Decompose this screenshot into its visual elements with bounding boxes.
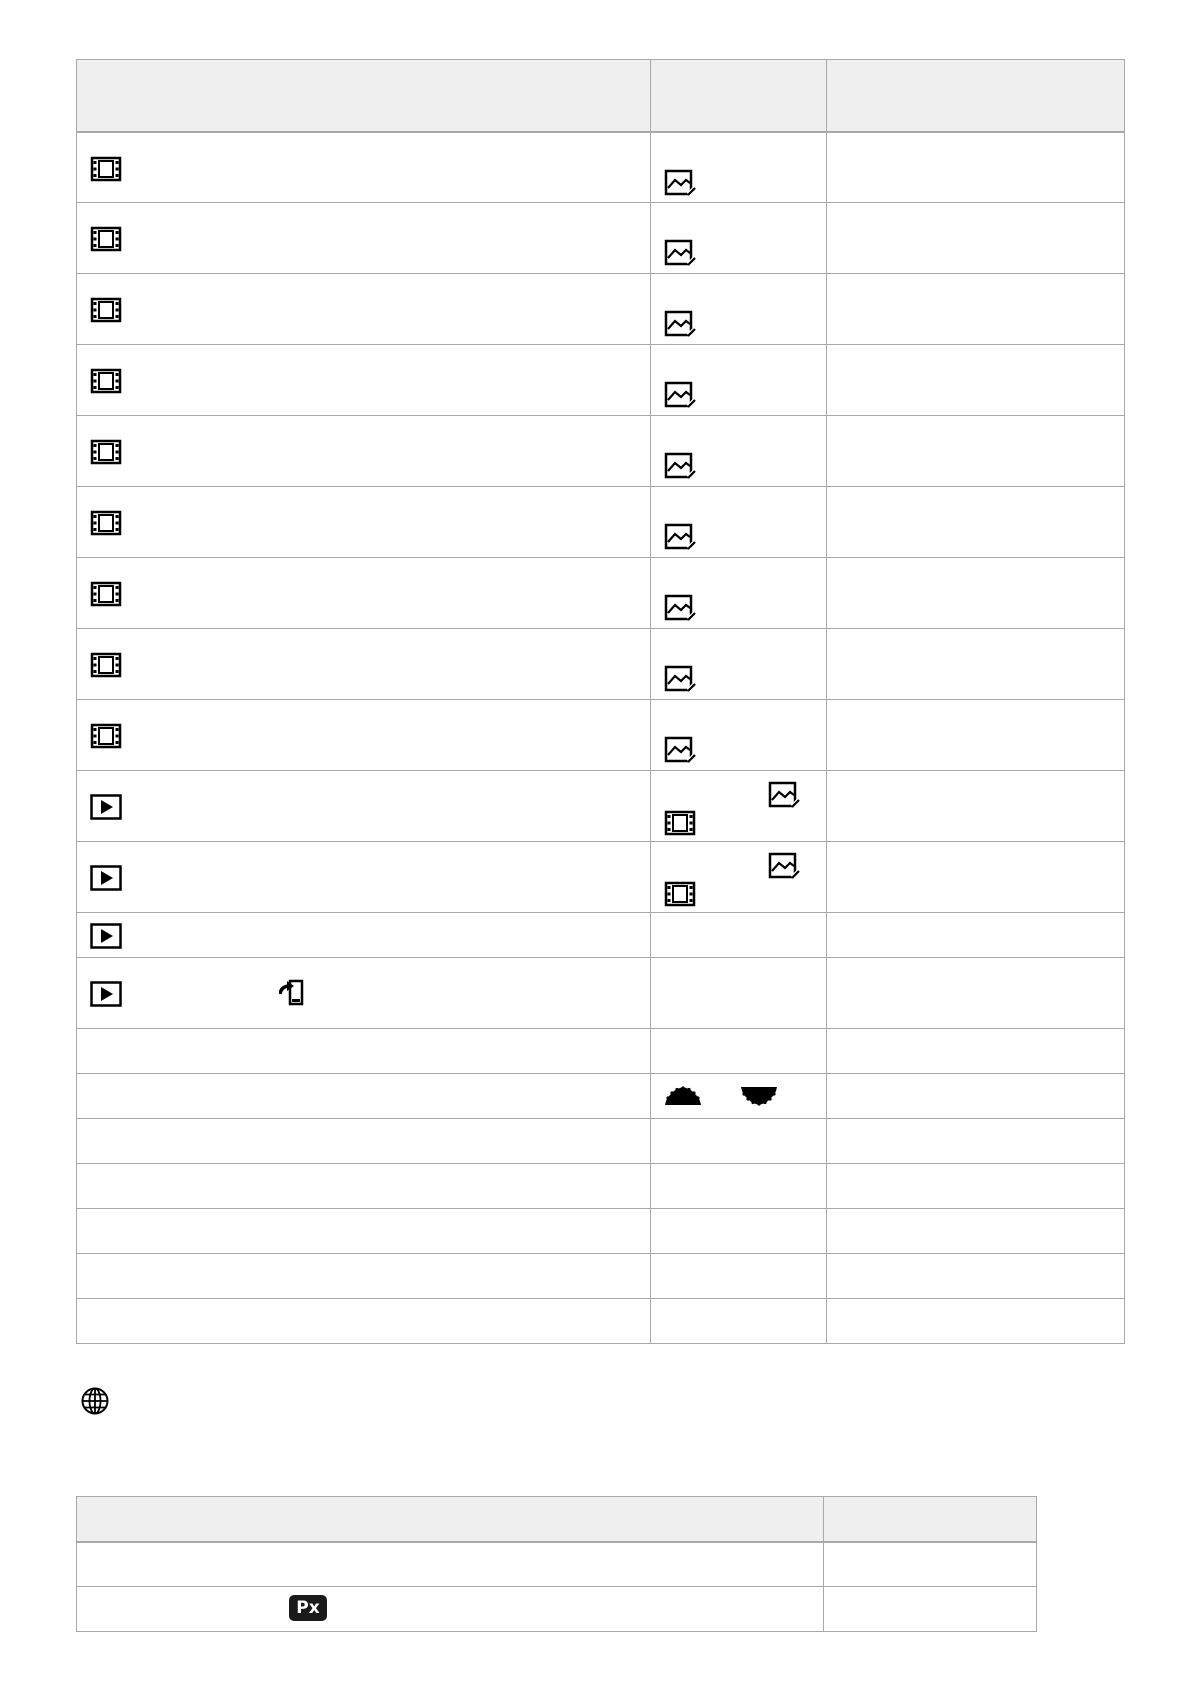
table-row (77, 958, 1125, 1029)
movie-film-icon (90, 652, 122, 678)
playback-icon (90, 981, 122, 1007)
table-row (77, 1299, 1125, 1344)
front-dial-icon (664, 1086, 702, 1106)
table-cell (827, 1029, 1125, 1074)
settings-table (76, 59, 1125, 1344)
table-cell (651, 1164, 827, 1209)
table-row (77, 1029, 1125, 1074)
movie-film-icon (90, 156, 122, 182)
table-row (77, 416, 1125, 487)
playback-icon (90, 865, 122, 891)
table-cell (827, 1209, 1125, 1254)
table-cell (827, 558, 1125, 629)
table-row (77, 771, 1125, 842)
table-row (77, 558, 1125, 629)
movie-film-icon (90, 581, 122, 607)
table-row (77, 345, 1125, 416)
table-cell (651, 558, 827, 629)
movie-film-icon (90, 510, 122, 536)
table-cell (827, 132, 1125, 203)
table-cell (827, 203, 1125, 274)
still-image-icon (664, 523, 698, 551)
table-row (77, 700, 1125, 771)
table-cell (824, 1587, 1037, 1632)
table-cell (77, 1164, 651, 1209)
table-cell (77, 345, 651, 416)
table-cell (651, 274, 827, 345)
table-cell (827, 416, 1125, 487)
table-cell (77, 842, 651, 913)
table-row (77, 1074, 1125, 1119)
table-cell (827, 487, 1125, 558)
table-cell (651, 203, 827, 274)
table-cell (651, 345, 827, 416)
rear-dial-icon (740, 1086, 778, 1106)
table-row (77, 1119, 1125, 1164)
still-image-icon (664, 594, 698, 622)
table-cell (827, 274, 1125, 345)
table-cell (77, 700, 651, 771)
table-cell (77, 1074, 651, 1119)
table-cell (827, 700, 1125, 771)
table-cell (651, 1299, 827, 1344)
table-cell (77, 1029, 651, 1074)
table-cell (651, 958, 827, 1029)
header-cell (824, 1497, 1037, 1542)
table-row (77, 203, 1125, 274)
table-row (77, 1542, 1037, 1587)
table-cell (827, 958, 1125, 1029)
table-cell (651, 1029, 827, 1074)
table-row (77, 1164, 1125, 1209)
playback-icon (90, 794, 122, 820)
table-cell (77, 771, 651, 842)
header-cell (827, 60, 1125, 132)
table-cell (651, 416, 827, 487)
table-cell (827, 771, 1125, 842)
table-row (77, 1254, 1125, 1299)
table-cell (77, 203, 651, 274)
table-cell (77, 1587, 824, 1632)
table-row (77, 913, 1125, 958)
table-cell (651, 842, 827, 913)
table-cell (77, 1542, 824, 1587)
playback-icon (90, 923, 122, 949)
table-cell (77, 416, 651, 487)
table-cell (77, 558, 651, 629)
table-cell (827, 1119, 1125, 1164)
table-row (77, 629, 1125, 700)
header-cell (77, 1497, 824, 1542)
table-cell (827, 345, 1125, 416)
table-cell (77, 487, 651, 558)
table-row (77, 132, 1125, 203)
still-image-icon (664, 736, 698, 764)
table-cell (651, 629, 827, 700)
still-image-icon (768, 781, 802, 809)
table-cell (77, 1299, 651, 1344)
movie-film-icon (90, 439, 122, 465)
movie-film-icon (90, 226, 122, 252)
table-cell (651, 487, 827, 558)
table-cell (827, 913, 1125, 958)
table-cell (824, 1542, 1037, 1587)
table-cell (827, 1299, 1125, 1344)
still-image-icon (664, 239, 698, 267)
table-cell (651, 913, 827, 958)
table-cell (827, 842, 1125, 913)
table-header-row (77, 60, 1125, 132)
header-cell (77, 60, 651, 132)
table-header-row (77, 1497, 1037, 1542)
table-cell (77, 1209, 651, 1254)
table-row (77, 1209, 1125, 1254)
movie-film-icon (664, 810, 696, 836)
still-image-icon (664, 452, 698, 480)
table-cell (77, 274, 651, 345)
table-cell (827, 1074, 1125, 1119)
px-badge: Px (289, 1595, 327, 1621)
table-cell (77, 629, 651, 700)
table-cell (651, 1119, 827, 1164)
still-image-icon (664, 169, 698, 197)
table-row (77, 1587, 1037, 1632)
table-cell (651, 700, 827, 771)
globe-icon (80, 1386, 110, 1421)
table-cell (651, 771, 827, 842)
still-image-icon (664, 665, 698, 693)
table-cell (827, 1254, 1125, 1299)
still-image-icon (768, 852, 802, 880)
still-image-icon (664, 310, 698, 338)
table-cell (77, 958, 651, 1029)
table-cell (77, 132, 651, 203)
movie-film-icon (664, 881, 696, 907)
table-row (77, 842, 1125, 913)
table-cell (651, 132, 827, 203)
table-cell (827, 1164, 1125, 1209)
table-cell (77, 1119, 651, 1164)
table-cell (651, 1074, 827, 1119)
movie-film-icon (90, 297, 122, 323)
header-cell (651, 60, 827, 132)
still-image-icon (664, 381, 698, 409)
table-cell (651, 1209, 827, 1254)
movie-film-icon (90, 723, 122, 749)
table-cell (827, 629, 1125, 700)
send-to-smartphone-icon (279, 979, 305, 1007)
table-cell (77, 1254, 651, 1299)
table-cell (651, 1254, 827, 1299)
table-row (77, 274, 1125, 345)
table-row (77, 487, 1125, 558)
movie-film-icon (90, 368, 122, 394)
table-cell (77, 913, 651, 958)
secondary-table (76, 1496, 1037, 1632)
